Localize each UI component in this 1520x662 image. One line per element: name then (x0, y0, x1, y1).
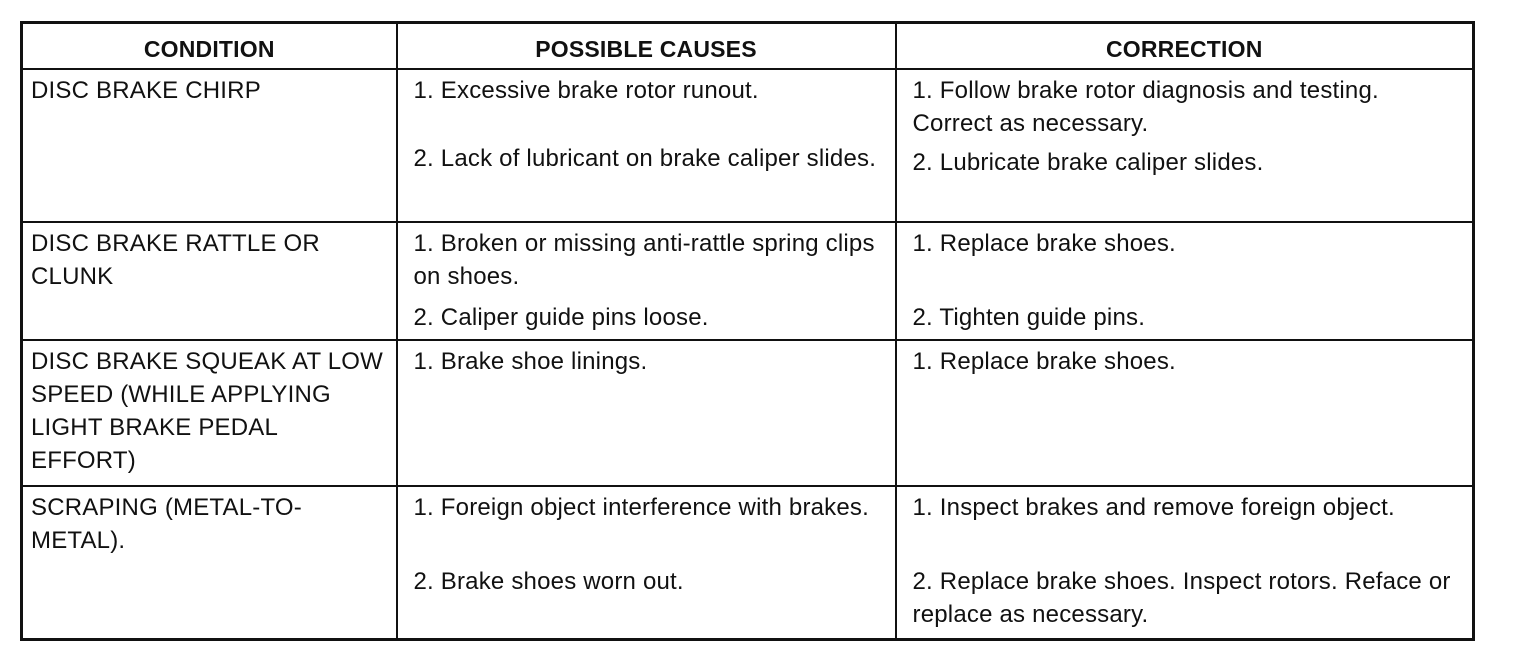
cause-item: 1. Brake shoe linings. (413, 347, 648, 375)
corrections-cell (896, 222, 1474, 340)
causes-cell (397, 69, 896, 222)
condition-cell: DISC BRAKE SQUEAK AT LOW SPEED (WHILE APPLYING LIGHT BRAKE PEDAL EFFORT) (22, 340, 397, 486)
cause-item: 2. Caliper guide pins loose. (413, 303, 709, 331)
brake-diagnosis-table (20, 21, 1475, 641)
corrections-cell (896, 69, 1474, 222)
condition-cell: DISC BRAKE CHIRP (22, 69, 397, 222)
table-row (22, 486, 1474, 640)
correction-item: 2. Replace brake shoes. Inspect rotors. Reface or replace as necessary. (912, 567, 1451, 628)
cause-item: 2. Lack of lubricant on brake caliper slides. (413, 144, 877, 172)
cause-item: 2. Brake shoes worn out. (413, 567, 684, 595)
table-row (22, 69, 1474, 222)
header-row (22, 23, 1474, 69)
cause-item: 1. Excessive brake rotor runout. (413, 76, 759, 104)
causes-cell (397, 340, 896, 486)
table-row (22, 340, 1474, 486)
condition-cell: SCRAPING (METAL-TO-METAL). (22, 486, 397, 640)
causes-cell (397, 222, 896, 340)
header-possible-causes: POSSIBLE CAUSES (397, 23, 896, 69)
correction-item: 1. Replace brake shoes. (912, 347, 1176, 375)
diagnosis-table-frame (20, 21, 1472, 640)
condition-cell: DISC BRAKE RATTLE OR CLUNK (22, 222, 397, 340)
correction-item: 1. Follow brake rotor diagnosis and testing. Correct as necessary. (912, 76, 1379, 137)
corrections-cell (896, 486, 1474, 640)
correction-item: 1. Inspect brakes and remove foreign object. (912, 493, 1395, 521)
correction-item: 2. Lubricate brake caliper slides. (912, 148, 1264, 176)
correction-item: 2. Tighten guide pins. (912, 303, 1146, 331)
table-row (22, 222, 1474, 340)
causes-cell (397, 486, 896, 640)
correction-item: 1. Replace brake shoes. (912, 229, 1176, 257)
cause-item: 1. Broken or missing anti-rattle spring clips on shoes. (413, 229, 875, 290)
header-correction: CORRECTION (896, 23, 1474, 69)
header-condition: CONDITION (22, 23, 397, 69)
cause-item: 1. Foreign object interference with brakes. (413, 493, 869, 521)
corrections-cell (896, 340, 1474, 486)
